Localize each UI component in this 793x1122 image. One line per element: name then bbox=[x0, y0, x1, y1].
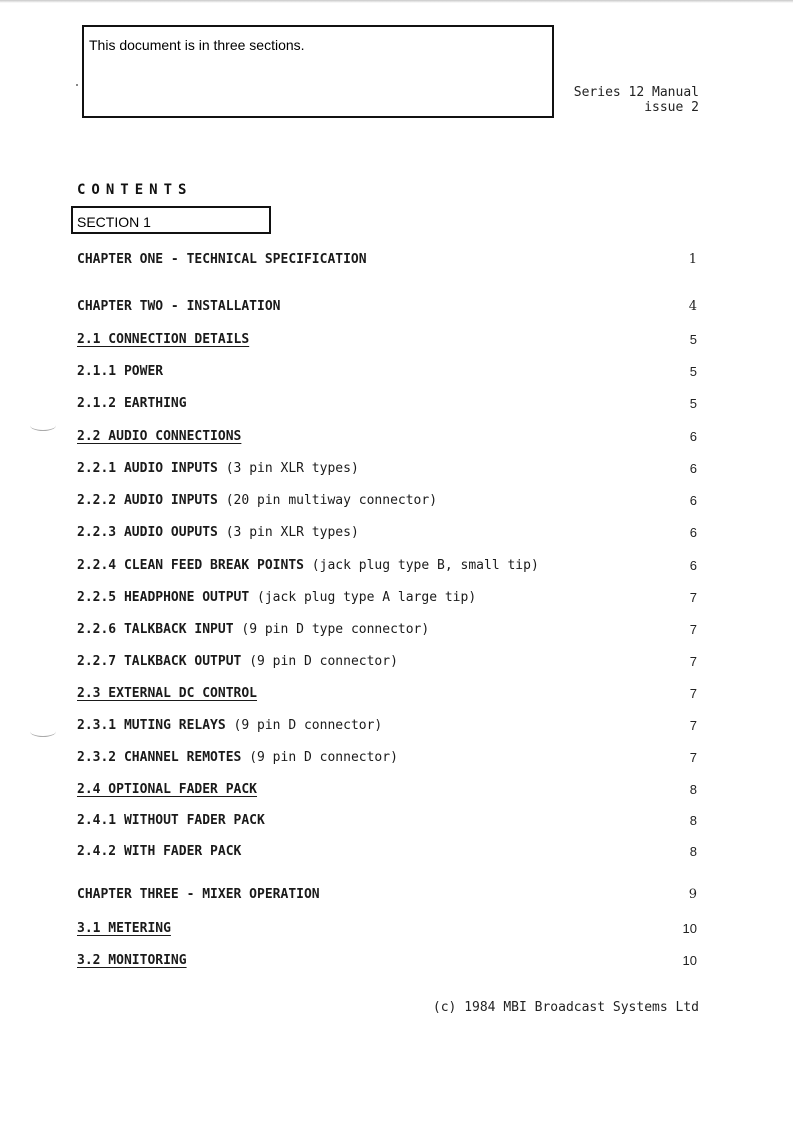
toc-entry bbox=[77, 780, 697, 800]
toc-entry-label bbox=[77, 556, 539, 576]
toc-entry-page-number: 8 bbox=[689, 813, 697, 828]
toc-entry-label bbox=[77, 684, 257, 704]
toc-entry-heading: 2.4 OPTIONAL FADER PACK bbox=[77, 782, 258, 797]
toc-entry-label bbox=[77, 362, 163, 382]
toc-entry-label bbox=[77, 459, 359, 479]
toc-entry-heading: 2.2 AUDIO CONNECTIONS bbox=[77, 429, 242, 444]
page-top-edge bbox=[0, 0, 793, 3]
toc-entry-label bbox=[77, 842, 241, 862]
toc-entry bbox=[77, 748, 697, 768]
toc-entry-heading: 2.2.1 AUDIO INPUTS bbox=[77, 461, 218, 476]
toc-entry-heading: 2.4.1 WITHOUT FADER PACK bbox=[77, 813, 265, 828]
toc-entry-page-number: 8 bbox=[689, 782, 697, 797]
toc-entry-detail: (3 pin XLR types) bbox=[217, 461, 359, 476]
toc-entry bbox=[77, 716, 697, 736]
toc-entry-label bbox=[77, 297, 281, 317]
toc-entry-page-number: 6 bbox=[689, 429, 697, 444]
toc-entry bbox=[77, 588, 697, 608]
toc-entry bbox=[77, 951, 697, 971]
toc-entry-label bbox=[77, 652, 398, 672]
toc-entry-page-number: 7 bbox=[689, 686, 697, 701]
toc-entry-page-number: 10 bbox=[682, 953, 697, 968]
toc-entry-detail: (20 pin multiway connector) bbox=[217, 493, 438, 508]
toc-entry bbox=[77, 523, 697, 543]
toc-entry bbox=[77, 394, 697, 414]
manual-title: Series 12 Manual bbox=[573, 85, 699, 100]
toc-entry-page-number: 7 bbox=[689, 750, 697, 765]
toc-entry-page-number: 9 bbox=[688, 887, 697, 902]
toc-entry-detail: (9 pin D type connector) bbox=[233, 622, 430, 637]
toc-entry-label bbox=[77, 885, 320, 905]
toc-entry-detail: (3 pin XLR types) bbox=[217, 525, 359, 540]
toc-entry bbox=[77, 362, 697, 382]
toc-entry bbox=[77, 842, 697, 862]
toc-entry-label bbox=[77, 523, 359, 543]
toc-entry-label bbox=[77, 588, 476, 608]
toc-entry-detail: (9 pin D connector) bbox=[241, 750, 398, 765]
toc-entry-detail: (jack plug type B, small tip) bbox=[303, 558, 539, 573]
toc-entry-page-number: 10 bbox=[682, 921, 697, 936]
toc-entry-heading: 2.1 CONNECTION DETAILS bbox=[77, 332, 250, 347]
copyright-footer: (c) 1984 MBI Broadcast Systems Ltd bbox=[432, 1000, 699, 1015]
toc-entry-heading: 2.4.2 WITH FADER PACK bbox=[77, 844, 242, 859]
contents-heading: CONTENTS bbox=[77, 182, 193, 198]
toc-entry-label bbox=[77, 620, 429, 640]
toc-entry bbox=[77, 297, 697, 317]
toc-entry-heading: 2.2.4 CLEAN FEED BREAK POINTS bbox=[77, 558, 304, 573]
toc-entry-heading: 2.2.6 TALKBACK INPUT bbox=[77, 622, 234, 637]
toc-entry-heading: 2.2.2 AUDIO INPUTS bbox=[77, 493, 218, 508]
toc-entry-heading: 3.2 MONITORING bbox=[77, 953, 187, 968]
toc-entry-heading: 2.1.2 EARTHING bbox=[77, 396, 187, 411]
manual-issue: issue 2 bbox=[644, 100, 699, 115]
toc-entry-page-number: 5 bbox=[689, 332, 697, 347]
toc-entry-page-number: 6 bbox=[689, 461, 697, 476]
toc-entry-heading: 2.3 EXTERNAL DC CONTROL bbox=[77, 686, 258, 701]
section-label-box bbox=[71, 206, 271, 234]
toc-entry bbox=[77, 491, 697, 511]
toc-entry-page-number: 7 bbox=[689, 718, 697, 733]
toc-entry-page-number: 6 bbox=[689, 525, 697, 540]
toc-entry-page-number: 7 bbox=[689, 590, 697, 605]
toc-entry-detail: (9 pin D connector) bbox=[225, 718, 383, 733]
toc-entry bbox=[77, 684, 697, 704]
toc-entry-heading: 2.3.2 CHANNEL REMOTES bbox=[77, 750, 242, 765]
toc-entry-heading: 2.2.5 HEADPHONE OUTPUT bbox=[77, 590, 250, 605]
toc-entry-label bbox=[77, 951, 187, 971]
toc-entry bbox=[77, 919, 697, 939]
binder-hole-mark bbox=[30, 420, 56, 431]
toc-entry-detail: (9 pin D connector) bbox=[241, 654, 398, 669]
section-label: SECTION 1 bbox=[77, 214, 151, 230]
toc-entry-label bbox=[77, 811, 265, 831]
toc-entry-page-number: 5 bbox=[689, 364, 697, 379]
toc-entry-page-number: 8 bbox=[689, 844, 697, 859]
toc-entry-label bbox=[77, 491, 437, 511]
toc-entry-label bbox=[77, 427, 241, 447]
toc-entry-label bbox=[77, 250, 367, 270]
toc-entry-page-number: 1 bbox=[688, 252, 697, 267]
toc-entry-label bbox=[77, 394, 187, 414]
toc-entry-page-number: 7 bbox=[689, 654, 697, 669]
toc-entry-heading: CHAPTER TWO - INSTALLATION bbox=[77, 299, 281, 314]
toc-entry-heading: 3.1 METERING bbox=[77, 921, 171, 936]
toc-entry-page-number: 6 bbox=[689, 493, 697, 508]
binder-hole-mark bbox=[30, 726, 56, 737]
scan-speck bbox=[76, 84, 78, 86]
toc-entry bbox=[77, 250, 697, 270]
toc-entry-label bbox=[77, 748, 398, 768]
toc-entry-label bbox=[77, 919, 171, 939]
toc-entry-heading: 2.2.7 TALKBACK OUTPUT bbox=[77, 654, 242, 669]
section-note-text: This document is in three sections. bbox=[89, 37, 305, 53]
toc-entry bbox=[77, 459, 697, 479]
toc-entry bbox=[77, 330, 697, 350]
toc-entry bbox=[77, 652, 697, 672]
toc-entry bbox=[77, 427, 697, 447]
toc-entry-heading: 2.1.1 POWER bbox=[77, 364, 164, 379]
toc-entry-page-number: 5 bbox=[689, 396, 697, 411]
toc-entry bbox=[77, 885, 697, 905]
toc-entry-heading: CHAPTER THREE - MIXER OPERATION bbox=[77, 887, 320, 902]
toc-entry-label bbox=[77, 780, 257, 800]
section-note-box bbox=[82, 25, 554, 118]
toc-entry bbox=[77, 556, 697, 576]
toc-entry-page-number: 6 bbox=[689, 558, 697, 573]
toc-entry bbox=[77, 811, 697, 831]
toc-entry-heading: 2.2.3 AUDIO OUPUTS bbox=[77, 525, 218, 540]
document-header bbox=[574, 85, 699, 115]
toc-entry-detail: (jack plug type A large tip) bbox=[249, 590, 477, 605]
toc-entry-page-number: 7 bbox=[689, 622, 697, 637]
toc-entry-page-number: 4 bbox=[688, 299, 697, 314]
toc-entry-heading: CHAPTER ONE - TECHNICAL SPECIFICATION bbox=[77, 252, 367, 267]
toc-entry-label bbox=[77, 330, 249, 350]
toc-entry bbox=[77, 620, 697, 640]
toc-entry-heading: 2.3.1 MUTING RELAYS bbox=[77, 718, 226, 733]
toc-entry-label bbox=[77, 716, 382, 736]
